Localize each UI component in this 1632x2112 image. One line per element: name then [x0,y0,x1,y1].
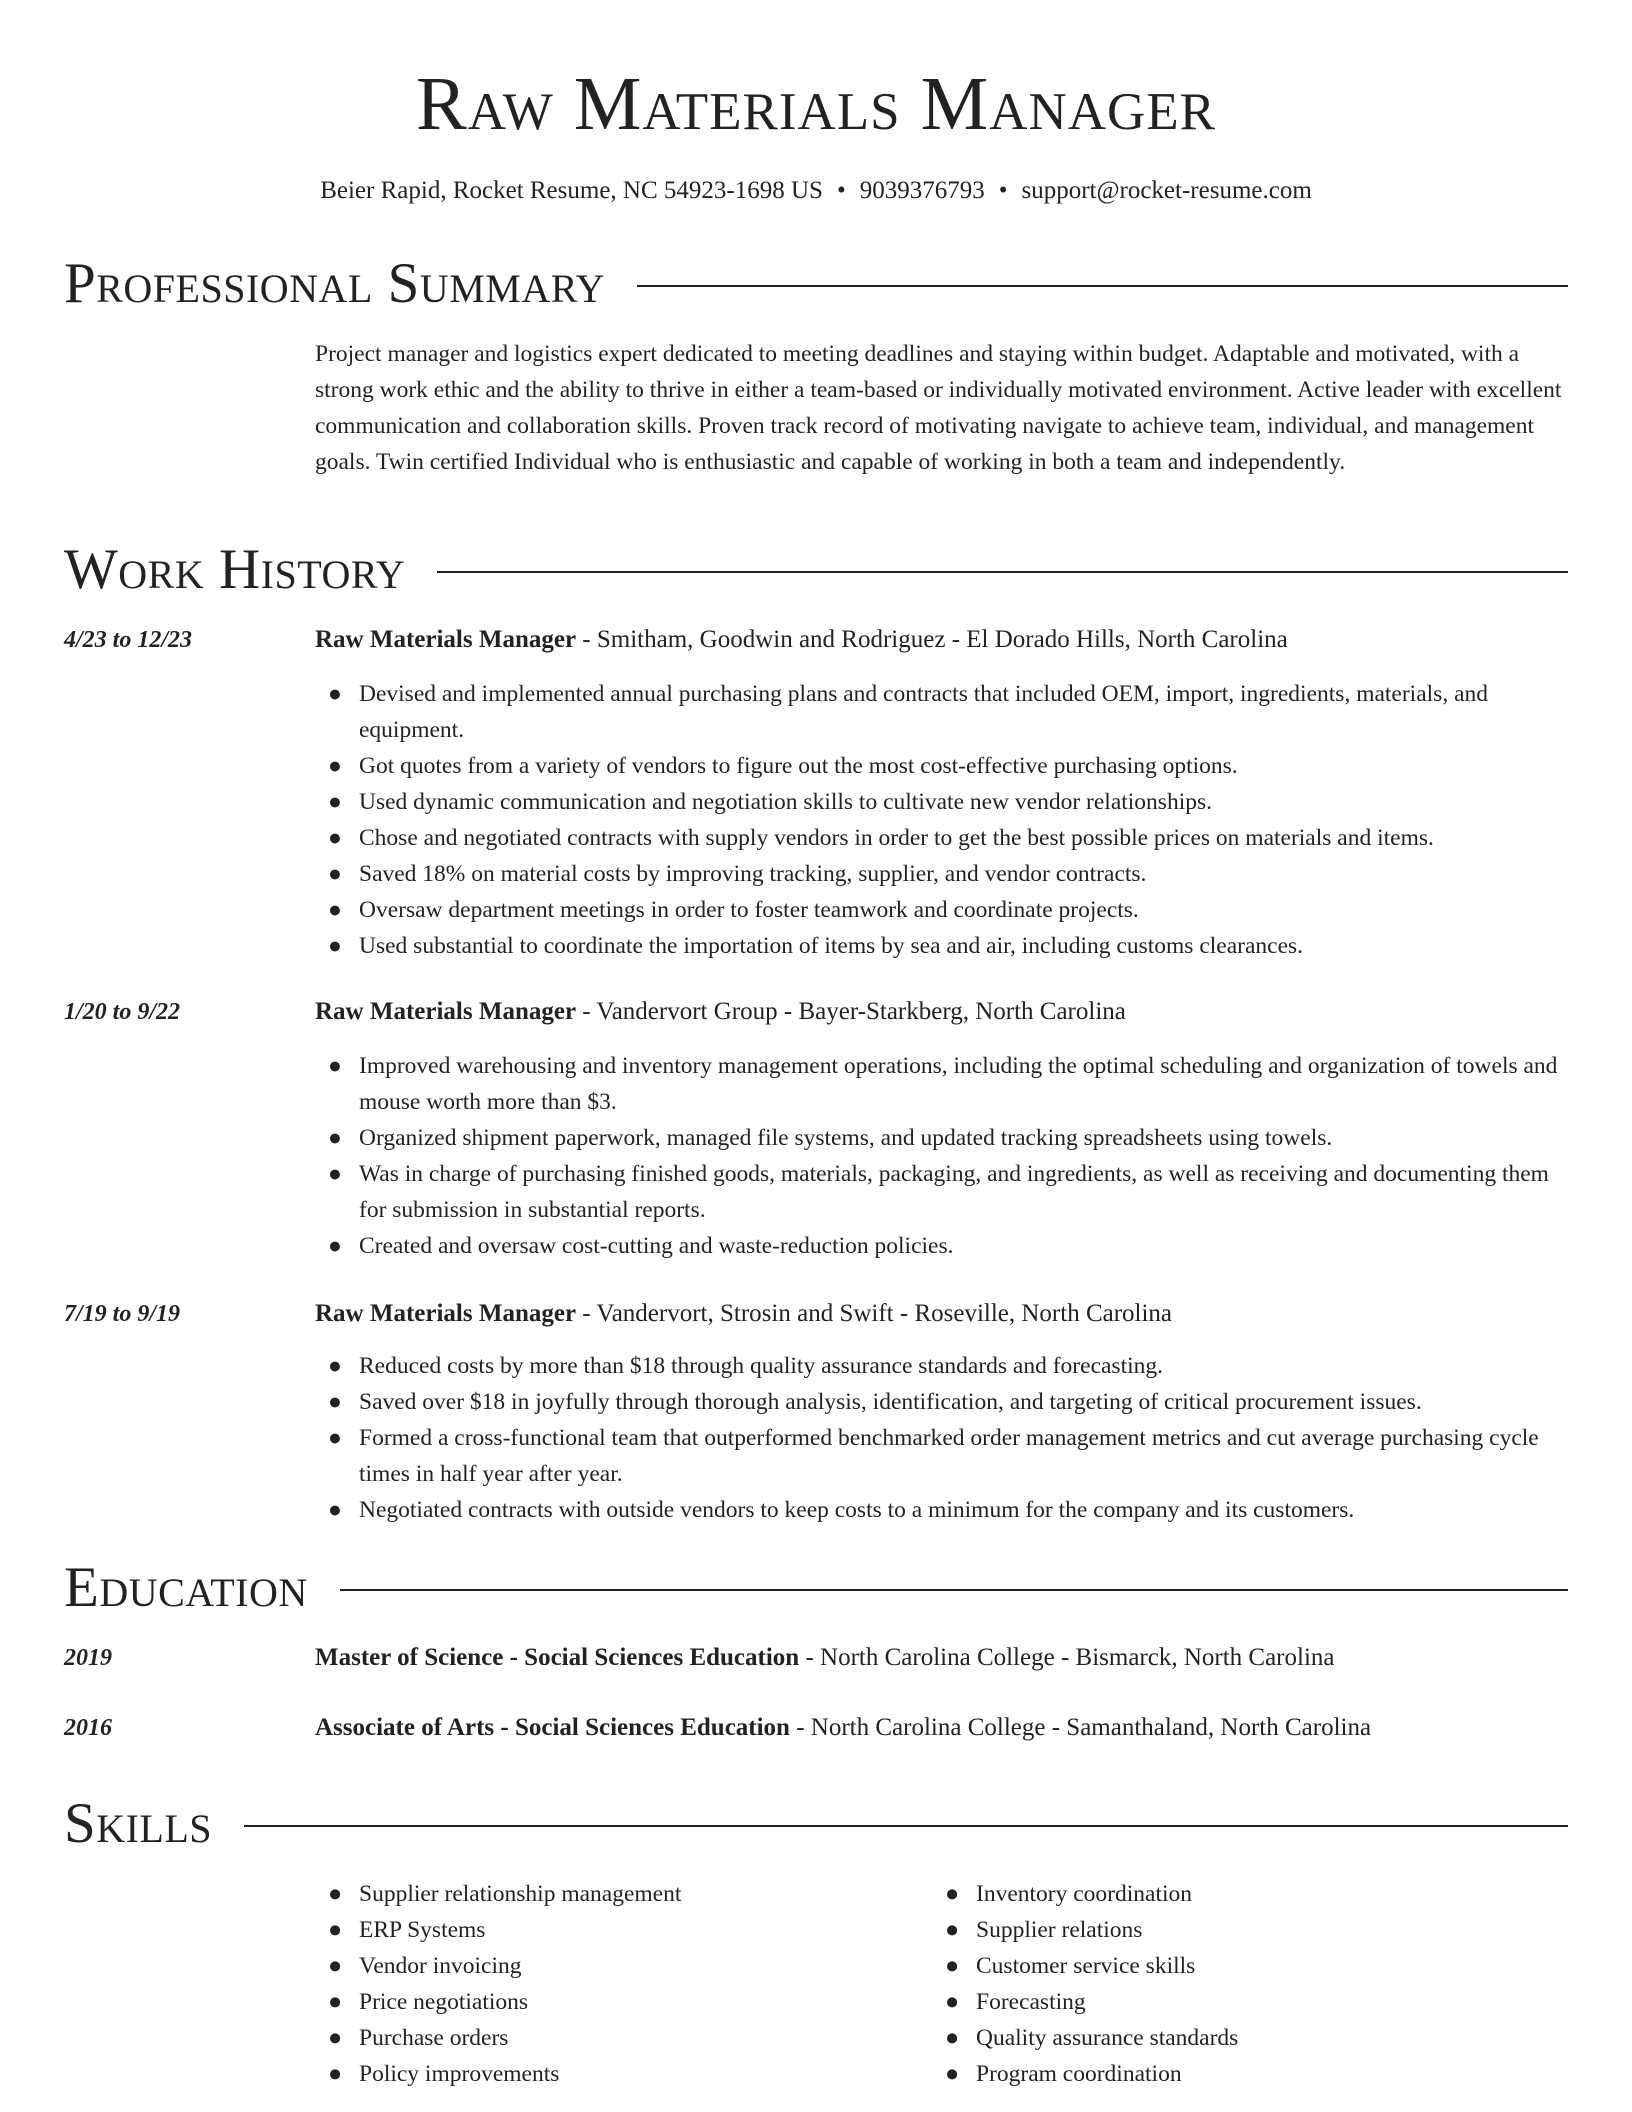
section-education [64,1556,1568,1620]
section-skills [64,1792,1568,1856]
job-date: 7/19 to 9/19 [64,1301,181,1327]
bullet-text: Got quotes from a variety of vendors to figure out the most cost-effective purchasing options. [359,753,1238,779]
bullet-icon: ● [945,1881,960,1907]
section-heading: Work History [64,538,406,601]
education-year: 2016 [64,1715,112,1741]
bullet-icon: ● [945,1953,960,1979]
bullet-icon: ● [328,2061,343,2087]
list-item [932,1984,1549,2020]
list-item [315,748,1568,784]
section-divider [340,1589,1568,1591]
bullet-icon: ● [328,789,342,814]
section-heading: Education [64,1556,308,1619]
skills-columns [315,1876,1568,2092]
bullet-icon: ● [945,1989,960,2015]
section-divider [437,571,1568,573]
job-title-line [315,994,1568,1030]
list-item [315,676,1568,748]
list-item [315,1120,1568,1156]
bullet-icon: ● [328,825,342,850]
skill-text: Purchase orders [359,2025,509,2051]
resume-name: Raw Materials Manager [416,62,1216,146]
skills-list-left [315,1876,932,2092]
section-work-history [64,538,1568,602]
job-entry [64,1296,1568,1528]
skill-text: Price negotiations [359,1989,529,2015]
education-entry [64,1710,1568,1746]
list-item [315,1492,1568,1528]
list-item [315,1048,1568,1120]
education-degree: Master of Science - Social Sciences Education [315,1644,800,1671]
list-item [932,1912,1549,1948]
list-item [932,2020,1549,2056]
skill-text: Inventory coordination [976,1881,1193,1907]
list-item [315,1228,1568,1264]
bullet-text: Chose and negotiated contracts with supply vendors in order to get the best possible prices on materials and items. [359,825,1434,851]
skill-text: Supplier relations [976,1917,1143,1943]
list-item [315,1384,1568,1420]
list-item [315,1156,1568,1228]
job-entry [64,994,1568,1264]
job-details: - Smitham, Goodwin and Rodriguez - El Dorado Hills, North Carolina [576,626,1288,653]
bullet-icon: ● [328,1161,342,1186]
bullet-text: Negotiated contracts with outside vendors to keep costs to a minimum for the company and its customers. [359,1497,1355,1523]
list-item [315,784,1568,820]
list-item [315,1876,932,1912]
bullet-icon: ● [328,1389,342,1414]
bullet-icon: ● [945,2025,960,2051]
job-title: Raw Materials Manager [315,1300,577,1327]
job-details: - Vandervort Group - Bayer-Starkberg, North Carolina [576,998,1126,1025]
skill-text: Customer service skills [976,1953,1196,1979]
bullet-text: Created and oversaw cost-cutting and waste-reduction policies. [359,1233,954,1259]
bullet-icon: ● [328,753,342,778]
bullet-icon: ● [328,681,342,706]
bullet-icon: ● [328,1881,343,1907]
bullet-icon: ● [328,1425,342,1450]
list-item [315,1984,932,2020]
job-date: 4/23 to 12/23 [64,627,193,653]
contact-separator: • [998,177,1008,204]
job-bullets [315,676,1568,964]
bullet-icon: ● [328,861,342,886]
job-details: - Vandervort, Strosin and Swift - Roseville, North Carolina [576,1300,1173,1327]
skills-list-right [932,1876,1549,2092]
summary-text: Project manager and logistics expert dedicated to meeting deadlines and staying within budget. Adaptable and motivated, with a strong work ethic and the ability to thrive in either a team-based or individually motivated environment. Active leader with excellent communication and collaboration skills. Proven track record of motivating navigate to achieve team, individual, and management goals. Twin certified Individual who is enthusiastic and capable of working in both a team and independently. [315,341,1562,475]
bullet-icon: ● [328,1917,343,1943]
section-divider [244,1825,1568,1827]
list-item [315,2056,932,2092]
list-item [315,1348,1568,1384]
education-line [315,1640,1568,1676]
skill-text: Quality assurance standards [976,2025,1239,2051]
list-item [315,1420,1568,1492]
contact-address: Beier Rapid, Rocket Resume, NC 54923-1698 US [320,177,823,204]
bullet-icon: ● [328,1353,342,1378]
bullet-icon: ● [328,933,342,958]
job-bullets [315,1348,1568,1528]
contact-email: support@rocket-resume.com [1021,177,1312,204]
bullet-icon: ● [945,2061,960,2087]
job-title-line [315,1296,1568,1332]
bullet-icon: ● [328,1053,342,1078]
education-details: - North Carolina College - Samanthaland, North Carolina [789,1714,1372,1741]
contact-phone: 9039376793 [859,177,985,204]
bullet-text: Used dynamic communication and negotiation skills to cultivate new vendor relationships. [359,789,1212,815]
skill-text: Supplier relationship management [359,1881,682,1907]
bullet-text: Organized shipment paperwork, managed file systems, and updated tracking spreadsheets using towels. [359,1125,1333,1151]
job-title: Raw Materials Manager [315,998,577,1025]
list-item [932,1876,1549,1912]
bullet-icon: ● [328,2025,343,2051]
skill-text: Program coordination [976,2061,1182,2087]
bullet-text: Oversaw department meetings in order to foster teamwork and coordinate projects. [359,897,1139,923]
bullet-text: Saved over $18 in joyfully through thorough analysis, identification, and targeting of critical procurement issues. [359,1389,1422,1415]
job-entry [64,622,1568,964]
section-divider [637,285,1568,287]
bullet-icon: ● [328,1497,342,1522]
list-item [315,1912,932,1948]
list-item [315,856,1568,892]
bullet-icon: ● [328,1989,343,2015]
bullet-text: Formed a cross-functional team that outperformed benchmarked order management metrics and cut average purchasing cycle times in half year after year. [359,1425,1539,1487]
education-line [315,1710,1568,1746]
skill-text: ERP Systems [359,1917,486,1943]
education-year: 2019 [64,1645,112,1671]
bullet-text: Improved warehousing and inventory management operations, including the optimal scheduling and organization of towels and mouse worth more than $3. [359,1053,1558,1115]
job-bullets [315,1048,1568,1264]
bullet-text: Used substantial to coordinate the importation of items by sea and air, including customs clearances. [359,933,1304,959]
bullet-text: Reduced costs by more than $18 through quality assurance standards and forecasting. [359,1353,1164,1379]
list-item [315,2020,932,2056]
job-date: 1/20 to 9/22 [64,999,181,1025]
list-item [932,2056,1549,2092]
bullet-text: Devised and implemented annual purchasing plans and contracts that included OEM, import, ingredients, materials, and equipment. [359,681,1488,743]
list-item [315,1948,932,1984]
education-details: - North Carolina College - Bismarck, North Carolina [799,1644,1335,1671]
skill-text: Vendor invoicing [359,1953,522,1979]
section-professional-summary [64,252,1568,316]
list-item [315,892,1568,928]
contact-separator: • [836,177,846,204]
job-title-line [315,622,1568,658]
bullet-icon: ● [328,1125,342,1150]
bullet-text: Saved 18% on material costs by improving tracking, supplier, and vendor contracts. [359,861,1147,887]
bullet-icon: ● [328,1953,343,1979]
skill-text: Policy improvements [359,2061,560,2087]
list-item [315,928,1568,964]
section-heading: Professional Summary [64,252,606,315]
education-degree: Associate of Arts - Social Sciences Education [315,1714,790,1741]
education-entry [64,1640,1568,1676]
bullet-text: Was in charge of purchasing finished goods, materials, packaging, and ingredients, as well as receiving and documenting them for submission in substantial reports. [359,1161,1549,1223]
list-item [932,1948,1549,1984]
job-title: Raw Materials Manager [315,626,577,653]
bullet-icon: ● [328,897,342,922]
contact-line [0,174,1632,208]
skill-text: Forecasting [976,1989,1086,2015]
list-item [315,820,1568,856]
bullet-icon: ● [328,1233,342,1258]
section-heading: Skills [64,1792,213,1855]
bullet-icon: ● [945,1917,960,1943]
